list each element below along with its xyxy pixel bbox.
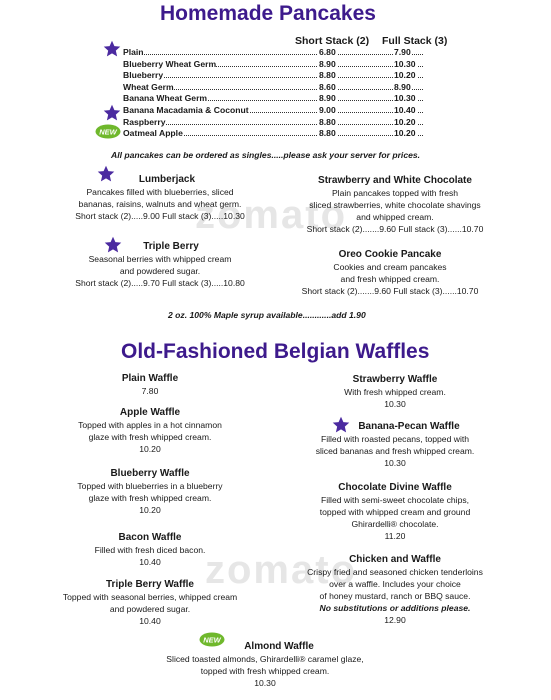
item-desc: With fresh whipped cream. (344, 387, 446, 397)
pancake-name: Raspberry (123, 116, 166, 127)
item-desc: Plain pancakes topped with fresh (331, 188, 459, 198)
item-desc: Topped with apples in a hot cinnamon (78, 420, 222, 430)
item-title: Chicken and Waffle (349, 554, 441, 565)
pancake-name: Blueberry (123, 70, 164, 81)
short-stack-price: 8.80 (319, 128, 336, 139)
item-title: Triple Berry (143, 241, 199, 252)
full-stack-price: 10.30 (394, 58, 416, 69)
leader-dots (123, 54, 423, 55)
chocolate-divine-waffle-item (290, 481, 500, 542)
full-stack-price: 8.90 (394, 81, 411, 92)
full-stack-price: 10.40 (394, 105, 416, 115)
item-desc: glaze with fresh whipped cream. (88, 432, 212, 442)
item-desc: Seasonal berries with whipped cream (88, 254, 232, 264)
item-title: Lumberjack (138, 174, 196, 185)
item-price: Short stack (2).......9.60 Full stack (3)......10.70 (301, 286, 479, 296)
item-title: Oreo Cookie Pancake (338, 249, 442, 260)
item-desc: bananas, raisins, walnuts and wheat germ. (78, 199, 242, 209)
pancake-name: Blueberry Wheat Germ (123, 58, 217, 69)
item-price: Short stack (2).....9.00 Full stack (3).....10.30 (75, 211, 245, 221)
star-icon (103, 40, 121, 58)
syrup-note: 2 oz. 100% Maple syrup available............add 1.90 (168, 310, 366, 320)
strawberry-waffle-item (290, 373, 500, 410)
item-desc: Ghirardelli® chocolate. (351, 519, 439, 529)
col-full-stack: Full Stack (3) (382, 35, 448, 47)
singles-note: All pancakes can be ordered as singles.....please ask your server for prices. (111, 150, 421, 160)
pancake-price-row (123, 70, 423, 82)
item-note: No substitutions or additions please. (319, 603, 471, 613)
full-stack-price: 10.20 (394, 116, 416, 127)
short-stack-price: 8.80 (319, 116, 336, 127)
full-stack-price: 10.20 (394, 128, 416, 139)
item-title: Plain Waffle (121, 373, 179, 384)
triple-berry-pancake-item (40, 240, 280, 289)
watermark: zomato (205, 548, 357, 592)
item-desc: Pancakes filled with blueberries, sliced (86, 187, 234, 197)
item-title: Strawberry Waffle (352, 374, 438, 385)
pancake-price-row (123, 117, 423, 129)
almond-waffle-item (130, 640, 400, 689)
pancake-price-row (123, 59, 423, 71)
item-price: 10.30 (384, 399, 406, 409)
item-desc: Filled with semi-sweet chocolate chips, (320, 495, 470, 505)
lumberjack-item (40, 173, 280, 222)
item-price: 10.30 (254, 678, 276, 688)
short-stack-price: 8.60 (319, 81, 336, 92)
short-stack-price: 8.90 (319, 93, 336, 104)
item-title: Apple Waffle (119, 407, 181, 418)
pancake-name: Wheat Germ (123, 81, 174, 92)
new-badge-icon (95, 124, 121, 139)
apple-waffle-item (40, 406, 260, 455)
star-icon (103, 104, 121, 122)
item-desc: Filled with fresh diced bacon. (94, 545, 206, 555)
strawberry-white-chocolate-item (290, 174, 500, 235)
blueberry-waffle-item (40, 467, 260, 516)
item-title: Blueberry Waffle (110, 468, 190, 479)
item-desc: and whipped cream. (356, 212, 434, 222)
item-title: Almond Waffle (244, 641, 314, 652)
item-desc: topped with fresh whipped cream. (200, 666, 330, 676)
item-desc: of honey mustard, ranch or BBQ sauce. (319, 591, 471, 601)
pancake-name: Oatmeal Apple (123, 128, 183, 139)
item-desc: glaze with fresh whipped cream. (88, 493, 212, 503)
item-price: 12.90 (384, 615, 406, 625)
pancake-price-row (123, 82, 423, 94)
full-stack-price: 10.20 (394, 70, 416, 81)
item-title: Triple Berry Waffle (106, 579, 194, 590)
item-desc: over a waffle. Includes your choice (329, 579, 461, 589)
pancake-name: Plain (123, 47, 144, 57)
pancake-name: Banana Wheat Germ (123, 93, 208, 104)
oreo-cookie-item (290, 248, 490, 297)
bacon-waffle-item (40, 531, 260, 568)
item-price: 10.20 (139, 444, 161, 454)
leader-dots (123, 124, 423, 125)
item-desc: Cookies and cream pancakes (333, 262, 447, 272)
item-desc: Sliced toasted almonds, Ghirardelli® caramel glaze, (166, 654, 364, 664)
item-price: Short stack (2).....9.70 Full stack (3).....10.80 (75, 278, 245, 288)
svg-text:NEW: NEW (203, 635, 221, 645)
triple-berry-waffle-item (35, 578, 265, 627)
item-title: Strawberry and White Chocolate (318, 175, 472, 186)
item-desc: and fresh whipped cream. (340, 274, 440, 284)
col-short-stack: Short Stack (2) (295, 35, 370, 47)
item-title: Banana-Pecan Waffle (358, 421, 460, 432)
item-desc: Crispy fried and seasoned chicken tenderloins (307, 567, 483, 577)
svg-text:NEW: NEW (99, 127, 117, 137)
item-desc: sliced bananas and fresh whipped cream. (315, 446, 475, 456)
leader-dots (123, 77, 423, 78)
item-price: 10.20 (139, 505, 161, 515)
full-stack-price: 7.90 (394, 47, 411, 57)
item-title: Bacon Waffle (118, 532, 182, 543)
full-stack-price: 10.30 (394, 93, 416, 104)
item-title: Chocolate Divine Waffle (338, 482, 452, 493)
watermark: zomato (195, 193, 347, 237)
short-stack-price: 9.00 (319, 105, 336, 115)
item-price: 10.30 (384, 458, 406, 468)
banana-pecan-waffle-item (290, 420, 500, 469)
item-desc: Filled with roasted pecans, topped with (320, 434, 470, 444)
item-price: 7.80 (141, 386, 159, 396)
item-price: Short stack (2).......9.60 Full stack (3)......10.70 (306, 224, 484, 234)
short-stack-price: 8.80 (319, 70, 336, 81)
pancake-price-row (123, 47, 423, 59)
item-price: 10.40 (139, 557, 161, 567)
item-desc: sliced strawberries, white chocolate shavings (309, 200, 481, 210)
short-stack-price: 6.80 (319, 47, 336, 57)
item-price: 10.40 (139, 616, 161, 626)
chicken-waffle-item (285, 553, 505, 626)
pancake-price-row (123, 128, 423, 140)
item-desc: Topped with seasonal berries, whipped cream (62, 592, 238, 602)
item-desc: topped with whipped cream and ground (319, 507, 471, 517)
short-stack-price: 8.90 (319, 58, 336, 69)
pancakes-title: Homemade Pancakes (160, 2, 376, 25)
item-price: 11.20 (384, 531, 406, 541)
item-desc: and powdered sugar. (109, 604, 191, 614)
plain-waffle-item (40, 372, 260, 397)
item-desc: Topped with blueberries in a blueberry (77, 481, 223, 491)
pancake-price-row (123, 105, 423, 117)
item-desc: and powdered sugar. (119, 266, 201, 276)
waffles-title: Old-Fashioned Belgian Waffles (121, 340, 430, 363)
pancake-name: Banana Macadamia & Coconut (123, 105, 249, 115)
pancake-price-row (123, 93, 423, 105)
